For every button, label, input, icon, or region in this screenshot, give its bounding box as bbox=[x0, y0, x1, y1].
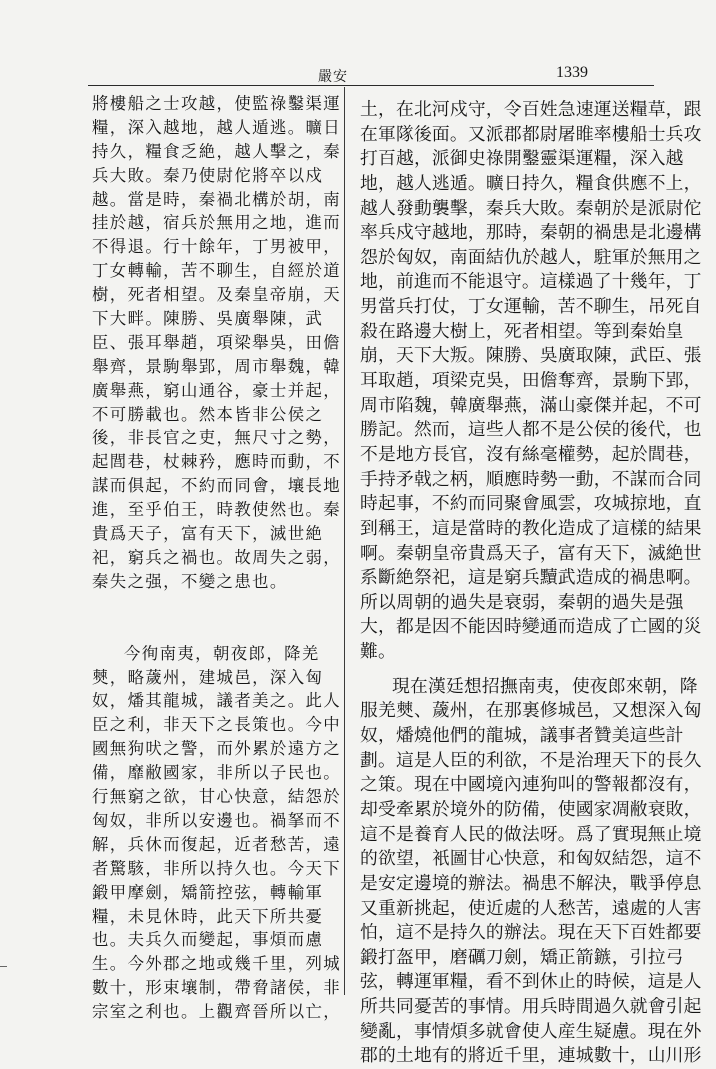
text-line: 越人發動襲擊，秦兵大敗。秦朝於是派尉佗 bbox=[360, 197, 702, 219]
text-line: 土，在北河戍守，令百姓急速運送糧草，跟 bbox=[360, 99, 702, 120]
text-line: 舉齊，景駒舉郢，周市舉魏，韓 bbox=[92, 356, 342, 376]
text-line: 地，越人逃遁。曠日持久，糧食供應不上， bbox=[360, 172, 702, 194]
text-line: 地，前進而不能退守。這樣過了十幾年，丁 bbox=[360, 271, 702, 293]
text-line: 國無狗吠之警，而外累於遠方之 bbox=[92, 739, 342, 759]
text-line: 下大畔。陳勝、吳廣舉陳，武 bbox=[92, 309, 324, 329]
text-line: 打百越，派御史祿開鑿靈渠運糧，深入越 bbox=[360, 148, 684, 170]
header-rule bbox=[88, 85, 654, 86]
text-line: 持久，糧食乏絶，越人擊之，秦 bbox=[92, 141, 342, 161]
text-line: 服羌僰、薉州，在那裏修城邑，又想深入匈 bbox=[360, 700, 702, 722]
column-divider bbox=[344, 87, 345, 995]
text-line: 將樓船之士攻越，使監祿鑿渠運 bbox=[92, 94, 342, 113]
text-line: 備，靡敝國家，非所以子民也。 bbox=[92, 763, 342, 783]
text-line: 怕，這不是持久的辦法。現在天下百姓都要 bbox=[360, 922, 702, 944]
text-line: 劃。這是人臣的利欲，不是治理天下的長久 bbox=[360, 749, 702, 771]
text-line: 手持矛戟之柄，順應時勢一動，不謀而合同 bbox=[360, 468, 702, 490]
text-line: 不是地方長官，沒有絲毫權勢，起於閭巷， bbox=[360, 443, 702, 465]
text-line: 時起事，不約而同聚會風雲，攻城掠地，直 bbox=[360, 493, 702, 515]
text-line: 男當兵打仗，丁女運輸，苦不聊生，吊死自 bbox=[360, 296, 702, 318]
text-line: 兵大敗。秦乃使尉佗將卒以戍 bbox=[92, 165, 324, 185]
text-line: 挂於越，宿兵於無用之地，進而 bbox=[92, 213, 342, 233]
translation-paragraph bbox=[360, 675, 702, 1069]
text-line: 弦，轉運軍糧，看不到休止的時候，這是人 bbox=[360, 971, 702, 993]
text-line: 廣舉燕，窮山通谷，豪士并起， bbox=[92, 380, 342, 400]
text-line: 所共同憂苦的事情。用兵時間過久就會引起 bbox=[360, 996, 702, 1018]
translation-column bbox=[360, 98, 702, 1069]
text-line: 周市陷魏，韓廣舉燕，滿山豪傑并起，不可 bbox=[360, 394, 702, 416]
text-line: 不得退。行十餘年，丁男被甲， bbox=[92, 237, 342, 257]
text-line: 這不是養育人民的做法呀。爲了實現無止境 bbox=[360, 823, 702, 845]
text-line: 數十，形束壤制，帶脅諸侯，非 bbox=[92, 978, 342, 998]
text-line: 啊。秦朝皇帝貴爲天子，富有天下，滅絶世 bbox=[360, 542, 702, 564]
text-line: 率兵戍守越地，那時，秦朝的禍患是北邊構 bbox=[360, 222, 702, 244]
text-line: 進，至乎伯王，時教使然也。秦 bbox=[92, 500, 342, 520]
text-line: 殺在路邊大樹上，死者相望。等到秦始皇 bbox=[360, 320, 684, 342]
text-line: 後，非長官之吏，無尺寸之勢， bbox=[92, 428, 342, 448]
text-line: 貴爲天子，富有天下，滅世絶 bbox=[92, 524, 324, 544]
text-line: 到稱王，這是當時的教化造成了這樣的結果 bbox=[360, 517, 702, 539]
text-line: 却受牽累於境外的防備，使國家凋敝衰敗， bbox=[360, 798, 702, 820]
text-line: 系斷絶祭祀，這是窮兵黷武造成的禍患啊。 bbox=[360, 567, 702, 589]
text-line: 鍛甲摩劍，矯箭控弦，轉輸軍 bbox=[92, 882, 324, 902]
text-line: 現在漢廷想招撫南夷，使夜郎來朝，降 bbox=[392, 675, 698, 697]
text-line: 所以周朝的過失是衰弱，秦朝的過失是强 bbox=[360, 591, 684, 613]
text-line: 樹，死者相望。及秦皇帝崩，天 bbox=[92, 285, 342, 305]
text-line: 也。夫兵久而變起，事煩而慮 bbox=[92, 930, 324, 950]
text-line: 的欲望，衹圖甘心快意，和匈奴結怨，這不 bbox=[360, 848, 702, 870]
original-paragraph bbox=[92, 642, 342, 1024]
text-line: 祀，窮兵之禍也。故周失之弱， bbox=[92, 547, 342, 567]
text-line: 郡的土地有的將近千里，連城數十，山川形 bbox=[360, 1045, 702, 1067]
translation-paragraph bbox=[360, 98, 702, 665]
text-line: 在軍隊後面。又派郡都尉屠睢率樓船士兵攻 bbox=[360, 123, 702, 145]
text-line: 秦失之强，不變之患也。 bbox=[92, 571, 288, 591]
text-line: 丁女轉輸，苦不聊生，自經於道 bbox=[92, 261, 342, 281]
text-line: 鍛打盔甲，磨礪刀劍，矯正箭鏃，引拉弓 bbox=[360, 946, 684, 968]
text-line: 糧，未見休時，此天下所共憂 bbox=[92, 906, 324, 926]
text-line: 今徇南夷，朝夜郎，降羌 bbox=[124, 643, 320, 663]
original-text-column bbox=[92, 92, 342, 1024]
text-line: 臣之利，非天下之長策也。今中 bbox=[92, 715, 342, 735]
text-line: 不可勝載也。然本皆非公侯之 bbox=[92, 404, 324, 424]
page-number: 1339 bbox=[556, 64, 588, 81]
text-line: 難。 bbox=[360, 641, 396, 663]
text-line: 是安定邊境的辦法。禍患不解決，戰爭停息 bbox=[360, 872, 702, 894]
text-line: 解，兵休而復起，近者愁苦，遠 bbox=[92, 834, 342, 854]
text-line: 謀而俱起，不約而同會，壤長地 bbox=[92, 476, 342, 496]
text-line: 宗室之利也。上觀齊晉所以亡， bbox=[92, 1002, 342, 1022]
text-line: 之策。現在中國境內連狗叫的警報都沒有， bbox=[360, 774, 702, 796]
text-line: 崩，天下大叛。陳勝、吳廣取陳，武臣、張 bbox=[360, 345, 702, 367]
text-line: 匈奴，非所以安邊也。禍拏而不 bbox=[92, 810, 342, 830]
original-paragraph bbox=[92, 92, 342, 594]
text-line: 生。今外郡之地或幾千里，列城 bbox=[92, 954, 342, 974]
text-line: 奴，燔其龍城，議者美之。此人 bbox=[92, 691, 342, 711]
text-line: 怨於匈奴，南面結仇於越人，駐軍於無用之 bbox=[360, 246, 702, 268]
text-line: 又重新挑起，使近處的人愁苦，遠處的人害 bbox=[360, 897, 702, 919]
margin-mark bbox=[0, 966, 7, 967]
text-line: 行無窮之欲，甘心快意，結怨於 bbox=[92, 787, 342, 807]
text-line: 僰，略薉州，建城邑，深入匈 bbox=[92, 667, 324, 687]
text-line: 耳取趙，項梁克吳，田儋奪齊，景駒下郢， bbox=[360, 370, 702, 392]
text-line: 越。當是時，秦禍北構於胡，南 bbox=[92, 189, 342, 209]
text-line: 大，都是因不能因時變通而造成了亡國的災 bbox=[360, 616, 702, 638]
text-line: 勝記。然而，這些人都不是公侯的後代，也 bbox=[360, 419, 702, 441]
text-line: 奴，燔燒他們的龍城，議事者贊美這些計 bbox=[360, 725, 684, 747]
running-title: 嚴安 bbox=[318, 69, 348, 85]
text-line: 變亂，事情煩多就會使人産生疑慮。現在外 bbox=[360, 1020, 702, 1042]
text-line: 者驚駭，非所以持久也。今天下 bbox=[92, 858, 342, 878]
text-line: 起閭巷，杖棘矜，應時而動，不 bbox=[92, 452, 342, 472]
text-line: 糧，深入越地，越人遁逃。曠日 bbox=[92, 117, 342, 137]
page-header bbox=[0, 0, 716, 90]
text-line: 臣、張耳舉趙，項梁舉吳，田儋 bbox=[92, 332, 342, 352]
